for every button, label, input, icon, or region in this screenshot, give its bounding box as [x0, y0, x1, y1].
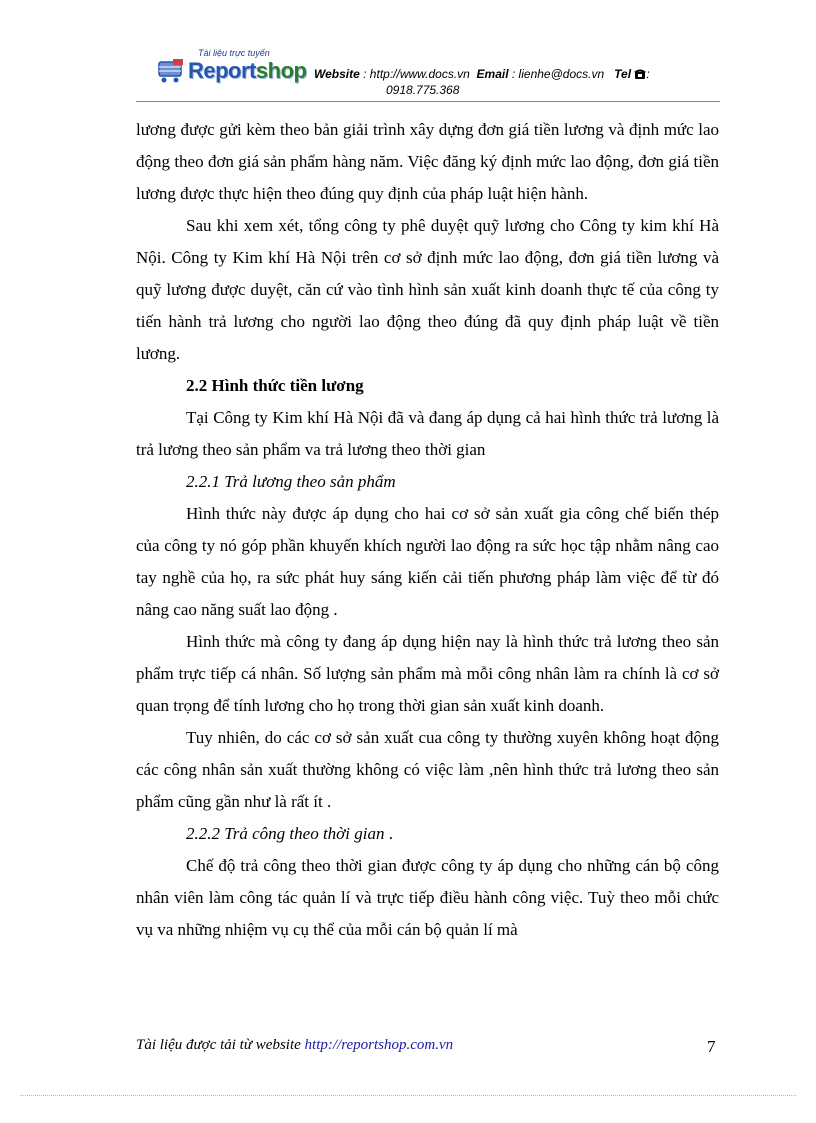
subsection-heading: 2.2.1 Trả lương theo sản phẩm [186, 472, 396, 491]
footer-text: Tài liệu được tải từ website [136, 1037, 305, 1053]
paragraph: Tuy nhiên, do các cơ sở sản xuất cua công ty thường xuyên không hoạt động các công nhân sản xuất thường không có việc làm ,nên hình thức trả lương theo sản phẩm cũng gần như là rất ít . [136, 728, 719, 811]
header-divider [136, 101, 720, 102]
logo-tagline: Tài liệu trực tuyến [198, 48, 270, 58]
website-link[interactable]: : http://www.docs.vn [363, 67, 470, 81]
paragraph: Hình thức này được áp dụng cho hai cơ sở sản xuất gia công chế biến thép của công ty nó góp phần khuyến khích người lao động ra sức học tập nhằm nâng cao tay nghề của họ, ra sức phát huy sáng kiến cải tiến phương pháp làm việc để từ đó nâng cao năng suất lao động . [136, 504, 719, 619]
logo-report: Report [188, 58, 256, 83]
page-bottom-border [20, 1095, 796, 1096]
subsection-heading [136, 818, 719, 850]
document-body [136, 114, 719, 946]
logo-shop: shop [255, 58, 307, 83]
reportshop-logo[interactable] [156, 48, 306, 88]
logo-wordmark [188, 58, 306, 84]
footer-link[interactable]: http://reportshop.com.vn [304, 1037, 454, 1053]
phone-icon [634, 68, 646, 79]
email-link[interactable]: : lienhe@docs.vn [511, 67, 605, 81]
subsection-title: 2.2.2 Trả công theo thời gian [186, 824, 385, 843]
cart-icon [156, 58, 186, 84]
phone-number: 0918.775.368 [386, 83, 460, 97]
tel-label: Tel [614, 67, 632, 81]
page-footer [136, 1037, 453, 1054]
paragraph: Tại Công ty Kim khí Hà Nội đã và đang áp dụng cả hai hình thức trả lương là trả lương theo sản phẩm va trả lương theo thời gian [136, 408, 719, 459]
subsection-tail: . [384, 824, 393, 843]
page-number: 7 [707, 1037, 716, 1056]
website-label: Website [314, 67, 360, 81]
paragraph: Hình thức mà công ty đang áp dụng hiện nay là hình thức trả lương theo sản phẩm trực tiếp cá nhân. Số lượng sản phẩm mà mỗi công nhân làm ra chính là cơ sở quan trọng để tính lương cho họ trong thời gian sản xuất kinh doanh. [136, 632, 719, 715]
paragraph: Sau khi xem xét, tổng công ty phê duyệt quỹ lương cho Công ty kim khí Hà Nội. Công ty Kim khí Hà Nội trên cơ sở định mức lao động, đơn giá tiền lương và quỹ lương được duyệt, căn cứ vào tình hình sản xuất kinh doanh thực tế của công ty tiến hành trả lương cho người lao động theo đúng đã quy định pháp luật về tiền lương. [136, 216, 719, 363]
email-label: Email [476, 67, 509, 81]
contact-line: Website : http://www.docs.vn Email : lienhe@docs.vn Tel : [314, 67, 650, 81]
paragraph: Chế độ trả công theo thời gian được công ty áp dụng cho những cán bộ công nhân viên làm công tác quản lí và trực tiếp điều hành công việc. Tuỳ theo mỗi chức vụ va những nhiệm vụ cụ thể của mỗi cán bộ quản lí mà [136, 856, 719, 939]
section-heading: 2.2 Hình thức tiền lương [186, 376, 364, 395]
paragraph: lương được gửi kèm theo bản giải trình xây dựng đơn giá tiền lương và định mức lao động theo đơn giá sản phẩm hàng năm. Việc đăng ký định mức lao động, đơn giá tiền lương được thực hiện theo đúng quy định của pháp luật hiện hành. [136, 120, 719, 203]
page-header [150, 44, 720, 102]
